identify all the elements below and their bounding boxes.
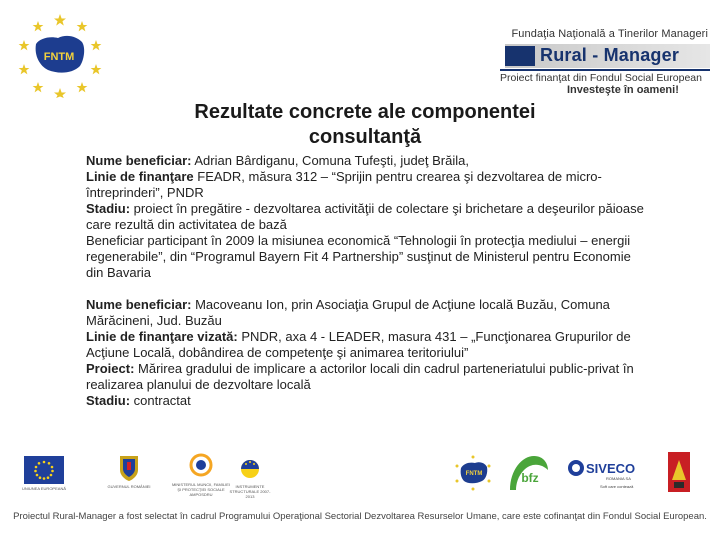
content-body — [86, 153, 646, 409]
value: Adrian Bârdiganu, Comuna Tufeşti, judeţ Brăila, — [191, 153, 469, 168]
svg-text:FNTM: FNTM — [465, 471, 483, 477]
funding-line: Proiect finanţat din Fondul Social European — [500, 72, 702, 84]
label: Stadiu: — [86, 393, 131, 408]
slide-title — [150, 100, 580, 150]
value: contractat — [130, 393, 191, 408]
beneficiary-1-mission: Beneficiar participant în 2009 la misiunea economică “Tehnologii în protecţia mediului – energii regenerabile”, din “Programul Bayern Fit 4 Partnership” susţinut de Ministerul pentru Economie din Bavaria — [86, 233, 631, 280]
project-name: Rural - Manager — [540, 45, 680, 65]
svg-text:ROMANIA SA: ROMANIA SA — [606, 476, 631, 481]
svg-text:bfz: bfz — [521, 471, 539, 485]
fntm-small-logo — [452, 454, 494, 492]
svg-text:SIVECO: SIVECO — [586, 461, 636, 476]
footer-text: Proiectul Rural-Manager a fost selectat în cadrul Programului Operaţional Sectorial Dezvoltarea Resurselor Umane, care este cofinanţat din Fondul Social European. — [13, 511, 707, 522]
instrumente-structurale-logo — [236, 456, 264, 482]
ministry-caption: MINISTERUL MUNCII, FAMILIEI ŞI PROTECŢIEI SOCIALE AMPOSDRU — [171, 482, 231, 497]
svg-text:FNTM: FNTM — [43, 51, 75, 63]
beneficiary-1-status — [86, 201, 646, 233]
siveco-logo — [566, 456, 646, 492]
beneficiary-2-name — [86, 297, 646, 329]
eu-caption: UNIUNEA EUROPEANĂ — [21, 486, 66, 491]
value: Macoveanu Ion, prin Asociaţia Grupul de Acţiune locală Buzău, Comuna Mărăcineni, Jud. Buzău — [86, 297, 610, 328]
government-caption: GUVERNUL ROMÂNIEI — [107, 484, 151, 489]
slogan: Investeşte în oameni! — [567, 84, 679, 96]
banner-underline — [500, 69, 710, 71]
beneficiary-2-funding — [86, 329, 646, 361]
romania-coat-of-arms-logo — [118, 452, 140, 482]
posdru-logo — [188, 452, 214, 480]
fntm-logo — [14, 12, 106, 98]
eu-flag-logo — [24, 456, 64, 484]
bfz-logo — [504, 450, 552, 494]
organization-name: Fundaţia Naţională a Tinerilor Manageri — [511, 28, 708, 40]
value: PNDR, axa 4 - LEADER, masura 431 – „Funcţionarea Grupurilor de Acţiune Locală, dobândirea de competenţe şi animarea teritoriului” — [86, 329, 631, 360]
instrumente-caption: INSTRUMENTE STRUCTURALE 2007-2013 — [229, 484, 271, 499]
label: Nume beneficiar: — [86, 297, 192, 312]
label: Proiect: — [86, 361, 135, 376]
beneficiary-1-funding — [86, 169, 646, 201]
label: Linie de finanţare vizată: — [86, 329, 238, 344]
value: Mărirea gradului de implicare a actorilor locali din cadrul parteneriatului public-privat în realizarea planului de dezvoltare locală — [86, 361, 634, 392]
beneficiary-2-project — [86, 361, 646, 393]
banner-accent — [505, 46, 535, 66]
title-line-1: Rezultate concrete ale componentei — [194, 101, 536, 123]
title-line-2: consultanţă — [308, 126, 422, 148]
label: Linie de finanţare — [86, 169, 194, 184]
svg-text:Soft care contează: Soft care contează — [600, 484, 634, 489]
label: Nume beneficiar: — [86, 153, 192, 168]
value: proiect în pregătire - dezvoltarea activităţii de colectare şi brichetare a deşeurilor păioase care rezultă din activitatea de bază — [86, 201, 644, 232]
partner-logos — [20, 448, 710, 500]
beneficiary-1-name — [86, 153, 646, 169]
beneficiary-2-status — [86, 393, 646, 409]
value: FEADR, măsura 312 – “Sprijin pentru crearea şi dezvoltarea de micro-întreprinderi”, PNDR — [86, 169, 602, 200]
label: Stadiu: — [86, 201, 131, 216]
partner-crest-logo — [666, 450, 692, 494]
